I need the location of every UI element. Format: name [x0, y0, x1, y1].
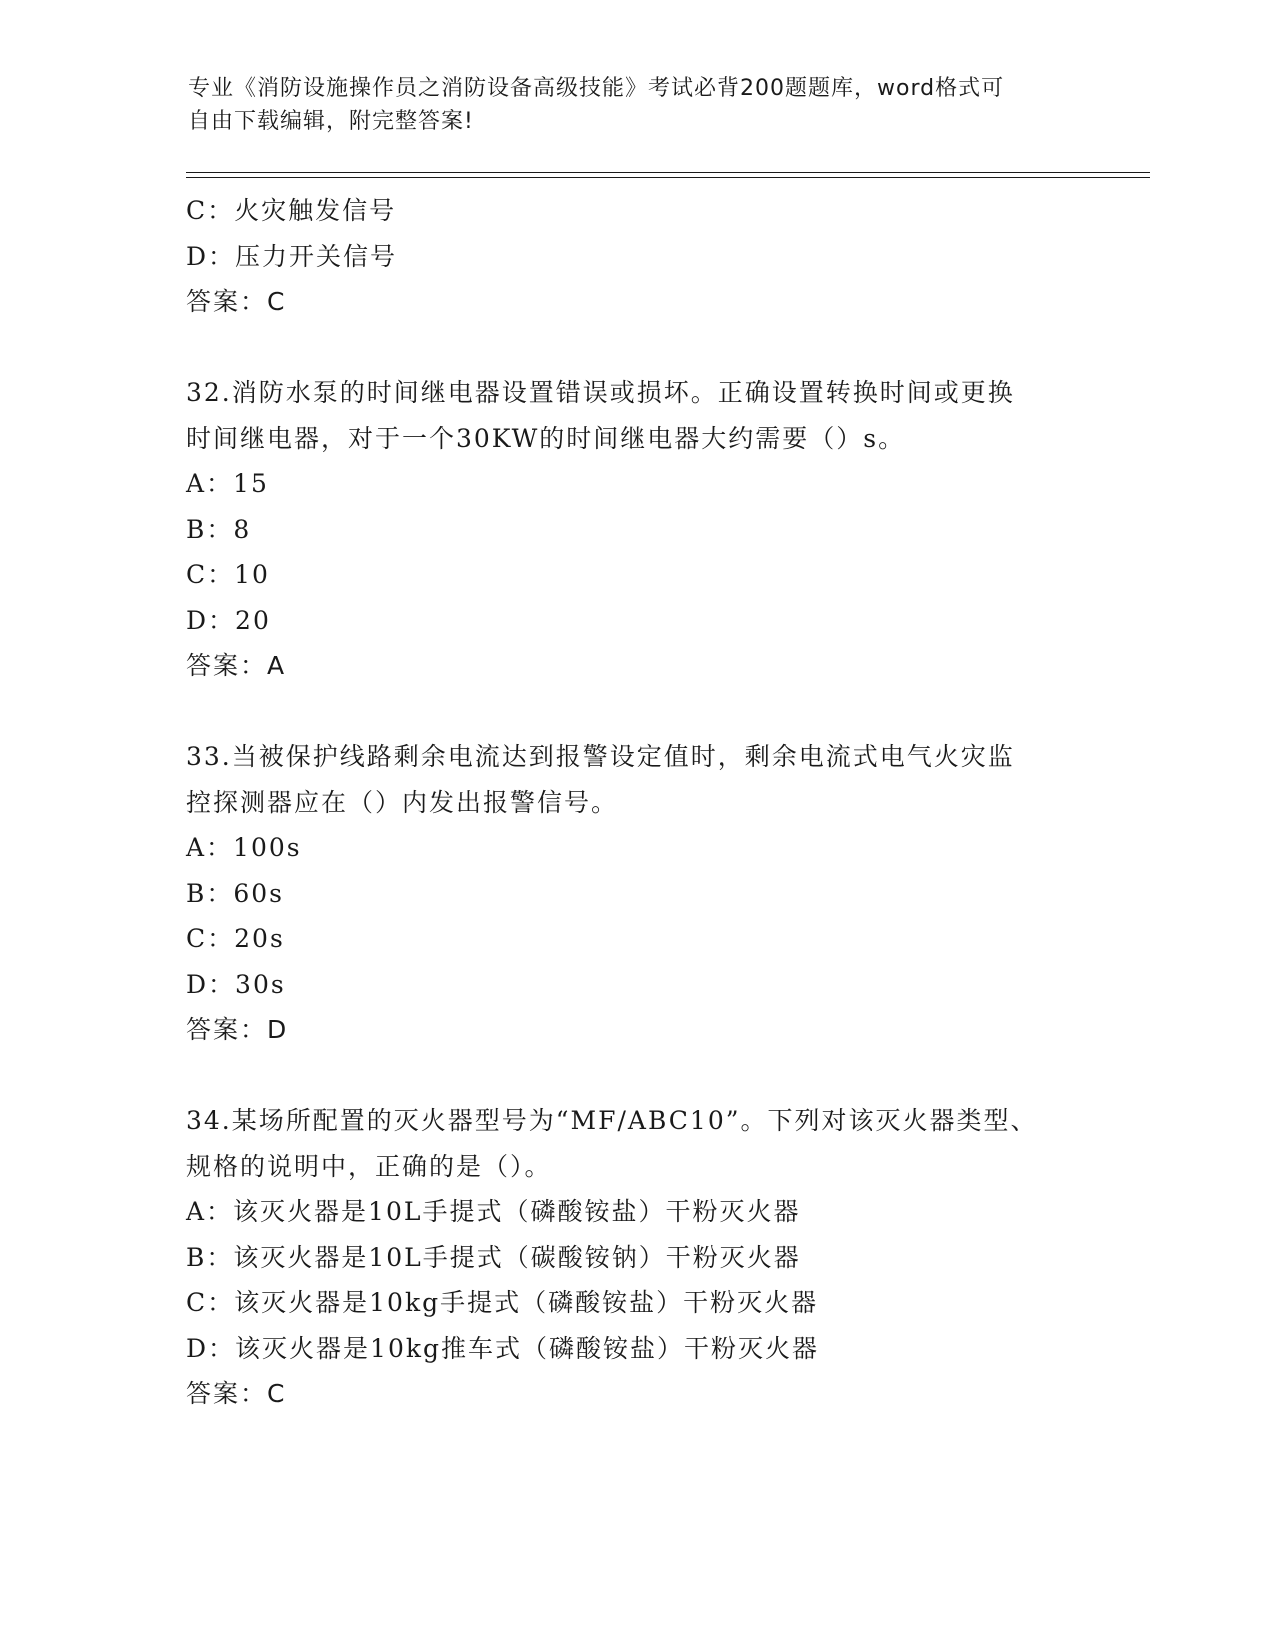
option-d: D：该灭火器是10kg推车式（磷酸铵盐）干粉灭火器 [186, 1333, 820, 1363]
option-c: C：20s [186, 924, 285, 953]
option-c: C：该灭火器是10kg手提式（磷酸铵盐）干粉灭火器 [186, 1288, 819, 1317]
option-b: B：60s [186, 878, 285, 908]
header-rule-bottom [186, 177, 1150, 178]
page-header [188, 72, 1068, 138]
answer: 答案：C [186, 1379, 287, 1408]
question-32 [186, 370, 1086, 689]
question-stem: 规格的说明中，正确的是（）。 [186, 1151, 552, 1181]
answer: 答案：C [186, 287, 287, 316]
option-a: A：该灭火器是10L手提式（磷酸铵盐）干粉灭火器 [186, 1197, 801, 1226]
question-stem: 控探测器应在（）内发出报警信号。 [186, 787, 619, 817]
option-a: A：100s [186, 833, 302, 862]
question-33 [186, 734, 1086, 1053]
question-stem: 33.当被保护线路剩余电流达到报警设定值时，剩余电流式电气火灾监 [186, 742, 1015, 771]
header-line-2: 自由下载编辑，附完整答案! [188, 109, 474, 134]
option-b: B：该灭火器是10L手提式（碳酸铵钠）干粉灭火器 [186, 1242, 801, 1272]
question-stem: 34.某场所配置的灭火器型号为“MF/ABC10”。下列对该灭火器类型、 [186, 1106, 1038, 1135]
option-a: A：15 [186, 469, 269, 498]
header-line-1: 专业《消防设施操作员之消防设备高级技能》考试必背200题题库，word格式可 [188, 76, 1005, 101]
question-content [186, 188, 1086, 1417]
prev-question-tail [186, 188, 1086, 325]
option-c: C：火灾触发信号 [186, 196, 397, 225]
header-rule-top [186, 172, 1150, 173]
option-b: B：8 [186, 514, 252, 544]
option-d: D：30s [186, 969, 286, 999]
question-34 [186, 1098, 1086, 1417]
answer: 答案：A [186, 651, 287, 680]
option-d: D：20 [186, 605, 271, 635]
answer: 答案：D [186, 1015, 289, 1044]
option-d: D：压力开关信号 [186, 241, 398, 271]
question-stem: 时间继电器，对于一个30KW的时间继电器大约需要（）s。 [186, 423, 906, 453]
option-c: C：10 [186, 560, 270, 589]
question-stem: 32.消防水泵的时间继电器设置错误或损坏。正确设置转换时间或更换 [186, 378, 1015, 407]
